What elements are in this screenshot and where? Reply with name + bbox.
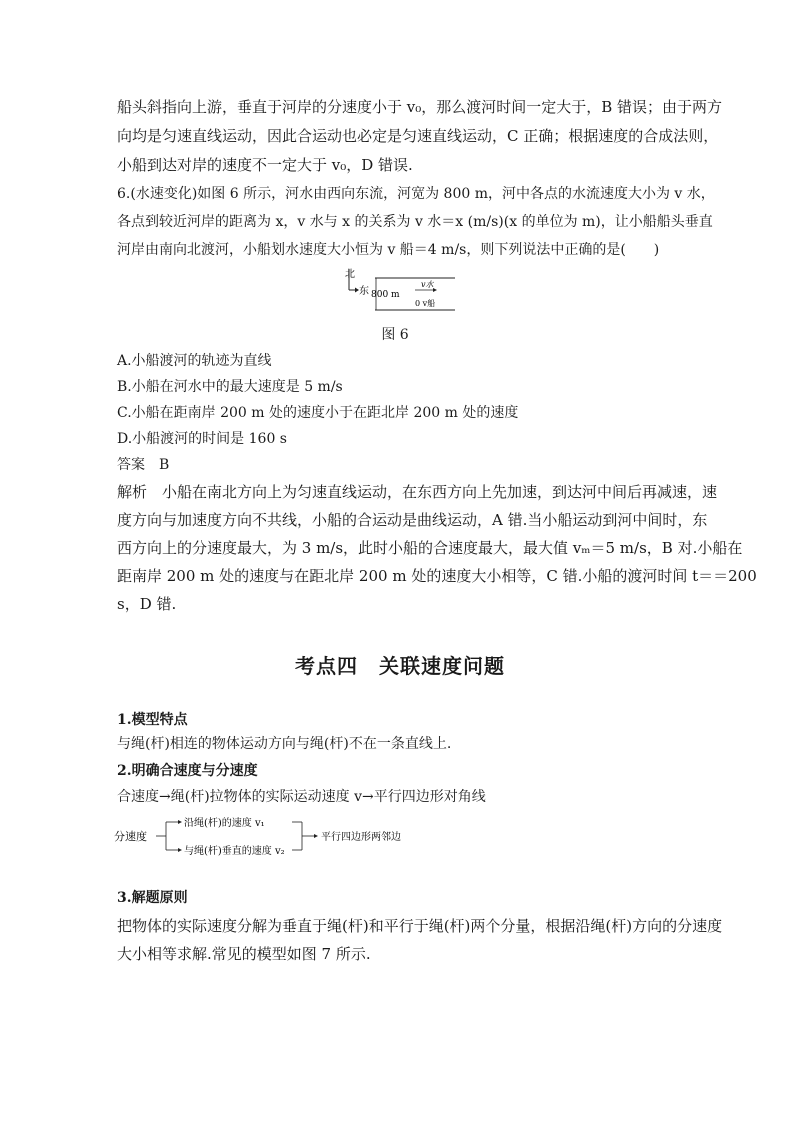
- analysis-line: 度方向与加速度方向不共线，小船的合运动是曲线运动，A 错.当小船运动到河中间时，东: [117, 511, 708, 529]
- option-c: C.小船在距南岸 200 m 处的速度小于在距北岸 200 m 处的速度: [117, 405, 519, 421]
- diagram-right-label: 平行四边形两邻边: [321, 832, 401, 843]
- paragraph-line: 向均是匀速直线运动，因此合运动也必定是匀速直线运动，C 正确；根据速度的合成法则，: [117, 127, 719, 145]
- option-a: A.小船渡河的轨迹为直线: [117, 353, 272, 369]
- model-text: 合速度→绳(杆)拉物体的实际运动速度 v→平行四边形对角线: [117, 789, 486, 805]
- figure-caption: 图 6: [381, 327, 409, 343]
- analysis-line: s，D 错.: [117, 595, 177, 613]
- option-d: D.小船渡河的时间是 160 s: [117, 431, 287, 447]
- east-label: 东: [359, 286, 369, 297]
- north-label: 北: [345, 269, 355, 280]
- width-label: 800 m: [371, 290, 400, 300]
- water-velocity-head: [433, 288, 437, 292]
- bottom-branch-head: [178, 848, 182, 852]
- question-line: 6.(水速变化)如图 6 所示，河水由西向东流，河宽为 800 m，河中各点的水流速度大小为 v 水，: [117, 186, 715, 202]
- top-branch-head: [178, 820, 182, 824]
- right-connector-head: [314, 834, 318, 838]
- answer: 答案 B: [117, 457, 170, 473]
- river-figure: [335, 266, 465, 316]
- model-text: 把物体的实际速度分解为垂直于绳(杆)和平行于绳(杆)两个分量，根据沿绳(杆)方向的分速度: [117, 917, 723, 935]
- question-line: 河岸由南向北渡河，小船划水速度大小恒为 v 船＝4 m/s，则下列说法中正确的是( ): [117, 242, 660, 258]
- boat-velocity-label: 0 v船: [415, 299, 436, 308]
- heading-2: 2.明确合速度与分速度: [117, 763, 258, 779]
- heading-3: 3.解题原则: [117, 890, 188, 906]
- velocity-diagram: [114, 812, 454, 862]
- analysis-line: 距南岸 200 m 处的速度与在距北岸 200 m 处的速度大小相等，C 错.小船的渡河时间 t＝＝200: [117, 567, 757, 585]
- paragraph-line: 小船到达对岸的速度不一定大于 v₀，D 错误.: [117, 156, 413, 174]
- heading-1: 1.模型特点: [117, 712, 188, 728]
- paragraph-line: 船头斜指向上游，垂直于河岸的分速度小于 v₀，那么渡河时间一定大于，B 错误；由于两方: [117, 98, 723, 116]
- model-text: 与绳(杆)相连的物体运动方向与绳(杆)不在一条直线上.: [117, 736, 452, 752]
- model-text: 大小相等求解.常见的模型如图 7 所示.: [117, 945, 371, 963]
- diagram-top-label: 沿绳(杆)的速度 v₁: [184, 818, 265, 829]
- section-title: 考点四 关联速度问题: [295, 654, 505, 678]
- option-b: B.小船在河水中的最大速度是 5 m/s: [117, 379, 343, 395]
- diagram-bottom-label: 与绳(杆)垂直的速度 v₂: [184, 846, 285, 857]
- diagram-left-label: 分速度: [114, 830, 147, 843]
- analysis-line: 解析 小船在南北方向上为匀速直线运动，在东西方向上先加速，到达河中间后再减速，速: [117, 483, 718, 501]
- analysis-line: 西方向上的分速度最大，为 3 m/s，此时小船的合速度最大，最大值 vₘ＝5 m/s，B 对.小船在: [117, 539, 743, 557]
- question-line: 各点到较近河岸的距离为 x，v 水与 x 的关系为 v 水＝x (m/s)(x 的单位为 m)，让小船船头垂直: [117, 214, 713, 230]
- water-velocity-label: v水: [421, 280, 434, 289]
